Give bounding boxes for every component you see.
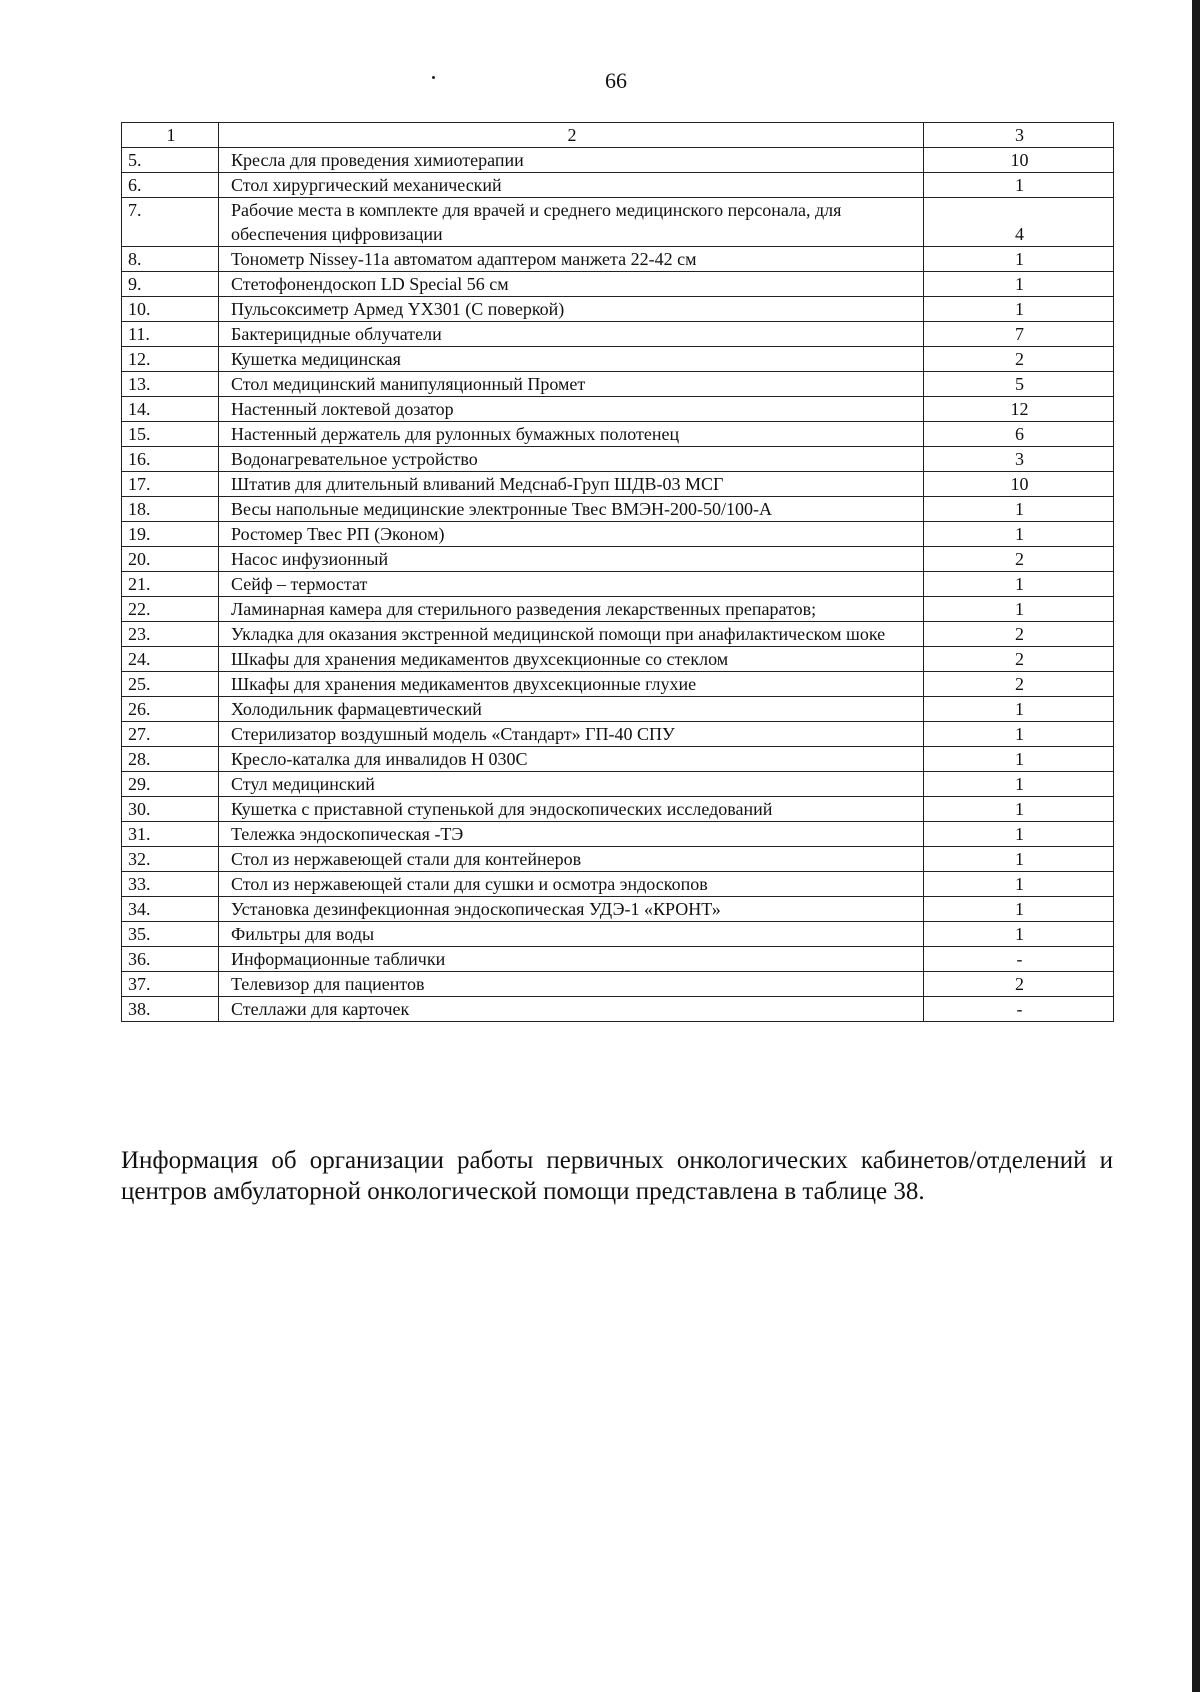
row-quantity-cell: 1 bbox=[924, 797, 1114, 822]
row-number-cell: 10. bbox=[122, 297, 219, 322]
row-name-cell: Укладка для оказания экстренной медицинской помощи при анафилактическом шоке bbox=[219, 622, 924, 647]
row-quantity-cell: 1 bbox=[924, 697, 1114, 722]
row-number-cell: 26. bbox=[122, 697, 219, 722]
row-number-cell: 25. bbox=[122, 672, 219, 697]
row-quantity-cell: 1 bbox=[924, 572, 1114, 597]
row-number-cell: 6. bbox=[122, 173, 219, 198]
table-row bbox=[122, 747, 1114, 772]
row-quantity-cell: 5 bbox=[924, 372, 1114, 397]
row-quantity-cell: 4 bbox=[924, 198, 1114, 247]
row-name-cell: Пульсоксиметр Армед YX301 (С поверкой) bbox=[219, 297, 924, 322]
row-name-cell: Стетофонендоскоп LD Special 56 см bbox=[219, 272, 924, 297]
row-name-cell: Стол из нержавеющей стали для контейнеров bbox=[219, 847, 924, 872]
table-row bbox=[122, 997, 1114, 1022]
row-name-cell: Весы напольные медицинские электронные Твес ВМЭН-200-50/100-А bbox=[219, 497, 924, 522]
row-number-cell: 28. bbox=[122, 747, 219, 772]
table-row bbox=[122, 472, 1114, 497]
table-row bbox=[122, 622, 1114, 647]
row-quantity-cell: 1 bbox=[924, 897, 1114, 922]
row-name-cell: Холодильник фармацевтический bbox=[219, 697, 924, 722]
table-row bbox=[122, 322, 1114, 347]
table-header-row bbox=[122, 123, 1114, 148]
row-quantity-cell: 2 bbox=[924, 622, 1114, 647]
row-number-cell: 35. bbox=[122, 922, 219, 947]
row-number-cell: 5. bbox=[122, 148, 219, 173]
column-header-quantity: 3 bbox=[924, 123, 1114, 148]
table-row bbox=[122, 772, 1114, 797]
row-quantity-cell: 1 bbox=[924, 747, 1114, 772]
table-row bbox=[122, 297, 1114, 322]
table-row bbox=[122, 422, 1114, 447]
row-number-cell: 24. bbox=[122, 647, 219, 672]
row-quantity-cell: 2 bbox=[924, 672, 1114, 697]
row-name-cell: Установка дезинфекционная эндоскопическая УДЭ-1 «КРОНТ» bbox=[219, 897, 924, 922]
row-number-cell: 18. bbox=[122, 497, 219, 522]
row-name-cell: Тележка эндоскопическая -ТЭ bbox=[219, 822, 924, 847]
table-row bbox=[122, 847, 1114, 872]
table-row bbox=[122, 722, 1114, 747]
row-number-cell: 32. bbox=[122, 847, 219, 872]
row-number-cell: 15. bbox=[122, 422, 219, 447]
row-name-cell: Настенный держатель для рулонных бумажных полотенец bbox=[219, 422, 924, 447]
row-name-cell: Ламинарная камера для стерильного разведения лекарственных препаратов; bbox=[219, 597, 924, 622]
row-quantity-cell: 1 bbox=[924, 247, 1114, 272]
table-row bbox=[122, 397, 1114, 422]
row-number-cell: 33. bbox=[122, 872, 219, 897]
equipment-table bbox=[121, 122, 1114, 1022]
row-quantity-cell: 7 bbox=[924, 322, 1114, 347]
table-row bbox=[122, 947, 1114, 972]
table-row bbox=[122, 647, 1114, 672]
row-number-cell: 21. bbox=[122, 572, 219, 597]
row-name-cell: Стол медицинский манипуляционный Промет bbox=[219, 372, 924, 397]
table-row bbox=[122, 872, 1114, 897]
row-name-cell: Стул медицинский bbox=[219, 772, 924, 797]
row-quantity-cell: 1 bbox=[924, 522, 1114, 547]
table-row bbox=[122, 497, 1114, 522]
table-row bbox=[122, 597, 1114, 622]
row-quantity-cell: 3 bbox=[924, 447, 1114, 472]
row-quantity-cell: 10 bbox=[924, 472, 1114, 497]
table-row bbox=[122, 897, 1114, 922]
row-number-cell: 38. bbox=[122, 997, 219, 1022]
info-paragraph: Информация об организации работы первичных онкологических кабинетов/отделений и центров амбулаторной онкологической помощи представлена в таблице 38. bbox=[121, 1147, 1113, 1205]
row-quantity-cell: 1 bbox=[924, 297, 1114, 322]
row-name-cell: Водонагревательное устройство bbox=[219, 447, 924, 472]
table-row bbox=[122, 272, 1114, 297]
row-number-cell: 19. bbox=[122, 522, 219, 547]
table-row bbox=[122, 972, 1114, 997]
column-header-number: 1 bbox=[122, 123, 219, 148]
row-number-cell: 34. bbox=[122, 897, 219, 922]
row-number-cell: 22. bbox=[122, 597, 219, 622]
row-number-cell: 12. bbox=[122, 347, 219, 372]
row-name-cell: Стол из нержавеющей стали для сушки и осмотра эндоскопов bbox=[219, 872, 924, 897]
table-row bbox=[122, 198, 1114, 247]
row-quantity-cell: 1 bbox=[924, 872, 1114, 897]
row-name-cell: Стол хирургический механический bbox=[219, 173, 924, 198]
row-quantity-cell: 2 bbox=[924, 347, 1114, 372]
row-quantity-cell: 12 bbox=[924, 397, 1114, 422]
row-quantity-cell: 2 bbox=[924, 547, 1114, 572]
row-name-cell: Насос инфузионный bbox=[219, 547, 924, 572]
row-quantity-cell: 10 bbox=[924, 148, 1114, 173]
row-quantity-cell: 1 bbox=[924, 272, 1114, 297]
row-name-cell: Стерилизатор воздушный модель «Стандарт» ГП-40 СПУ bbox=[219, 722, 924, 747]
row-number-cell: 9. bbox=[122, 272, 219, 297]
table-row bbox=[122, 247, 1114, 272]
row-quantity-cell: 6 bbox=[924, 422, 1114, 447]
row-name-cell: Кресла для проведения химиотерапии bbox=[219, 148, 924, 173]
table-row bbox=[122, 372, 1114, 397]
row-quantity-cell: 1 bbox=[924, 847, 1114, 872]
row-number-cell: 27. bbox=[122, 722, 219, 747]
row-quantity-cell: 1 bbox=[924, 597, 1114, 622]
row-name-cell: Кушетка с приставной ступенькой для эндоскопических исследований bbox=[219, 797, 924, 822]
row-name-cell: Настенный локтевой дозатор bbox=[219, 397, 924, 422]
row-name-cell: Информационные таблички bbox=[219, 947, 924, 972]
row-quantity-cell: 1 bbox=[924, 772, 1114, 797]
scan-dot-mark bbox=[432, 76, 435, 79]
row-number-cell: 8. bbox=[122, 247, 219, 272]
table-row bbox=[122, 822, 1114, 847]
row-name-cell: Бактерицидные облучатели bbox=[219, 322, 924, 347]
row-quantity-cell: - bbox=[924, 997, 1114, 1022]
table-row bbox=[122, 922, 1114, 947]
table-row bbox=[122, 572, 1114, 597]
table-body bbox=[122, 148, 1114, 1022]
row-name-cell: Телевизор для пациентов bbox=[219, 972, 924, 997]
table-row bbox=[122, 347, 1114, 372]
row-name-cell: Стеллажи для карточек bbox=[219, 997, 924, 1022]
row-quantity-cell: 2 bbox=[924, 647, 1114, 672]
row-name-cell: Шкафы для хранения медикаментов двухсекционные со стеклом bbox=[219, 647, 924, 672]
row-number-cell: 14. bbox=[122, 397, 219, 422]
row-name-cell: Тонометр Nissey-11a автоматом адаптером манжета 22-42 см bbox=[219, 247, 924, 272]
row-quantity-cell: - bbox=[924, 947, 1114, 972]
row-number-cell: 11. bbox=[122, 322, 219, 347]
row-number-cell: 30. bbox=[122, 797, 219, 822]
row-number-cell: 16. bbox=[122, 447, 219, 472]
row-number-cell: 37. bbox=[122, 972, 219, 997]
row-name-cell: Фильтры для воды bbox=[219, 922, 924, 947]
row-number-cell: 13. bbox=[122, 372, 219, 397]
table-row bbox=[122, 173, 1114, 198]
row-number-cell: 20. bbox=[122, 547, 219, 572]
row-name-cell: Ростомер Твес РП (Эконом) bbox=[219, 522, 924, 547]
row-quantity-cell: 2 bbox=[924, 972, 1114, 997]
table-row bbox=[122, 797, 1114, 822]
scan-edge-border bbox=[1192, 0, 1200, 1692]
row-name-cell: Шкафы для хранения медикаментов двухсекционные глухие bbox=[219, 672, 924, 697]
row-quantity-cell: 1 bbox=[924, 497, 1114, 522]
row-quantity-cell: 1 bbox=[924, 922, 1114, 947]
row-name-cell: Кушетка медицинская bbox=[219, 347, 924, 372]
table-row bbox=[122, 547, 1114, 572]
row-name-cell: Штатив для длительный вливаний Медснаб-Груп ШДВ-03 МСГ bbox=[219, 472, 924, 497]
table-row bbox=[122, 447, 1114, 472]
row-quantity-cell: 1 bbox=[924, 173, 1114, 198]
table-row bbox=[122, 148, 1114, 173]
row-name-cell: Рабочие места в комплекте для врачей и среднего медицинского персонала, для обеспечения цифровизации bbox=[219, 198, 924, 247]
row-number-cell: 23. bbox=[122, 622, 219, 647]
row-name-cell: Сейф – термостат bbox=[219, 572, 924, 597]
row-quantity-cell: 1 bbox=[924, 822, 1114, 847]
page-number: 66 bbox=[605, 68, 627, 93]
row-number-cell: 17. bbox=[122, 472, 219, 497]
row-number-cell: 7. bbox=[122, 198, 219, 247]
row-number-cell: 31. bbox=[122, 822, 219, 847]
table-row bbox=[122, 522, 1114, 547]
row-number-cell: 29. bbox=[122, 772, 219, 797]
row-number-cell: 36. bbox=[122, 947, 219, 972]
row-quantity-cell: 1 bbox=[924, 722, 1114, 747]
table-row bbox=[122, 697, 1114, 722]
table-row bbox=[122, 672, 1114, 697]
column-header-name: 2 bbox=[219, 123, 924, 148]
row-name-cell: Кресло-каталка для инвалидов Н 030С bbox=[219, 747, 924, 772]
